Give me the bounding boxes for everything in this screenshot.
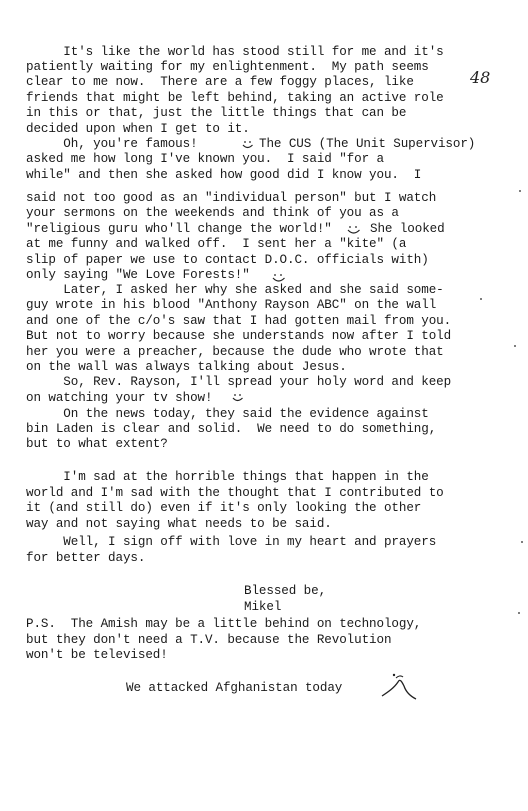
scan-speck (518, 612, 520, 614)
letter-line: Well, I sign off with love in my heart and prayers (26, 535, 437, 549)
smiley-icon (242, 140, 254, 150)
letter-line: friends that might be left behind, taking an active role (26, 91, 444, 105)
letter-line: "religious guru who'll change the world!" (26, 222, 332, 236)
letter-line: it (and still do) even if it's only looking the other (26, 501, 422, 515)
letter-line: So, Rev. Rayson, I'll spread your holy word and keep (26, 375, 452, 389)
letter-line: On the news today, they said the evidence against (26, 407, 429, 421)
letter-line: patiently waiting for my enlightenment. My path seems (26, 60, 429, 74)
letter-line: her you were a preacher, because the dude who wrote that (26, 345, 444, 359)
postscript-line: P.S. The Amish may be a little behind on technology, (26, 617, 422, 631)
letter-line: said not too good as an "individual person" but I watch (26, 191, 437, 205)
letter-line: on watching your tv show! (26, 391, 213, 405)
handwritten-squiggle-icon (380, 672, 420, 702)
signature: Mikel (244, 600, 282, 614)
letter-line: and one of the c/o's saw that I had gotten mail from you. (26, 314, 452, 328)
letter-line: bin Laden is clear and solid. We need to do something, (26, 422, 437, 436)
footer-note: We attacked Afghanistan today (126, 681, 343, 695)
smiley-icon (272, 273, 286, 283)
letter-line: at me funny and walked off. I sent her a "kite" (a (26, 237, 407, 251)
scan-speck (480, 298, 482, 300)
letter-line: I'm sad at the horrible things that happen in the (26, 470, 429, 484)
letter-line: on the wall was always talking about Jesus. (26, 360, 347, 374)
letter-line-continuation: The CUS (The Unit Supervisor) (259, 137, 476, 151)
letter-line: while" and then she asked how good did I know you. I (26, 168, 422, 182)
letter-line: way and not saying what needs to be said. (26, 517, 332, 531)
letter-line: asked me how long I've known you. I said "for a (26, 152, 384, 166)
letter-line: But not to worry because she understands now after I told (26, 329, 452, 343)
page-number: 48 (470, 68, 491, 87)
letter-line: for better days. (26, 551, 146, 565)
letter-line: only saying "We Love Forests!" (26, 268, 250, 282)
letter-line: world and I'm sad with the thought that I contributed to (26, 486, 444, 500)
letter-line-continuation: She looked (370, 222, 445, 236)
closing: Blessed be, (244, 584, 327, 598)
letter-line: but to what extent? (26, 437, 168, 451)
scan-speck (514, 345, 516, 347)
scan-speck (521, 541, 523, 543)
smiley-icon (232, 393, 244, 403)
postscript-line: but they don't need a T.V. because the Revolution (26, 633, 392, 647)
letter-line: guy wrote in his blood "Anthony Rayson ABC" on the wall (26, 298, 437, 312)
letter-line: Oh, you're famous! (26, 137, 205, 151)
letter-line: Later, I asked her why she asked and she said some- (26, 283, 444, 297)
scan-speck (519, 190, 521, 192)
letter-line: your sermons on the weekends and think of you as a (26, 206, 399, 220)
postscript-line: won't be televised! (26, 648, 168, 662)
smiley-icon (347, 225, 361, 235)
letter-line: in this or that, just the little things that can be (26, 106, 407, 120)
letter-line: clear to me now. There are a few foggy places, like (26, 75, 414, 89)
letter-line: decided upon when I get to it. (26, 122, 250, 136)
letter-line: It's like the world has stood still for me and it's (26, 45, 444, 59)
letter-line: slip of paper we use to contact D.O.C. officials with) (26, 253, 429, 267)
